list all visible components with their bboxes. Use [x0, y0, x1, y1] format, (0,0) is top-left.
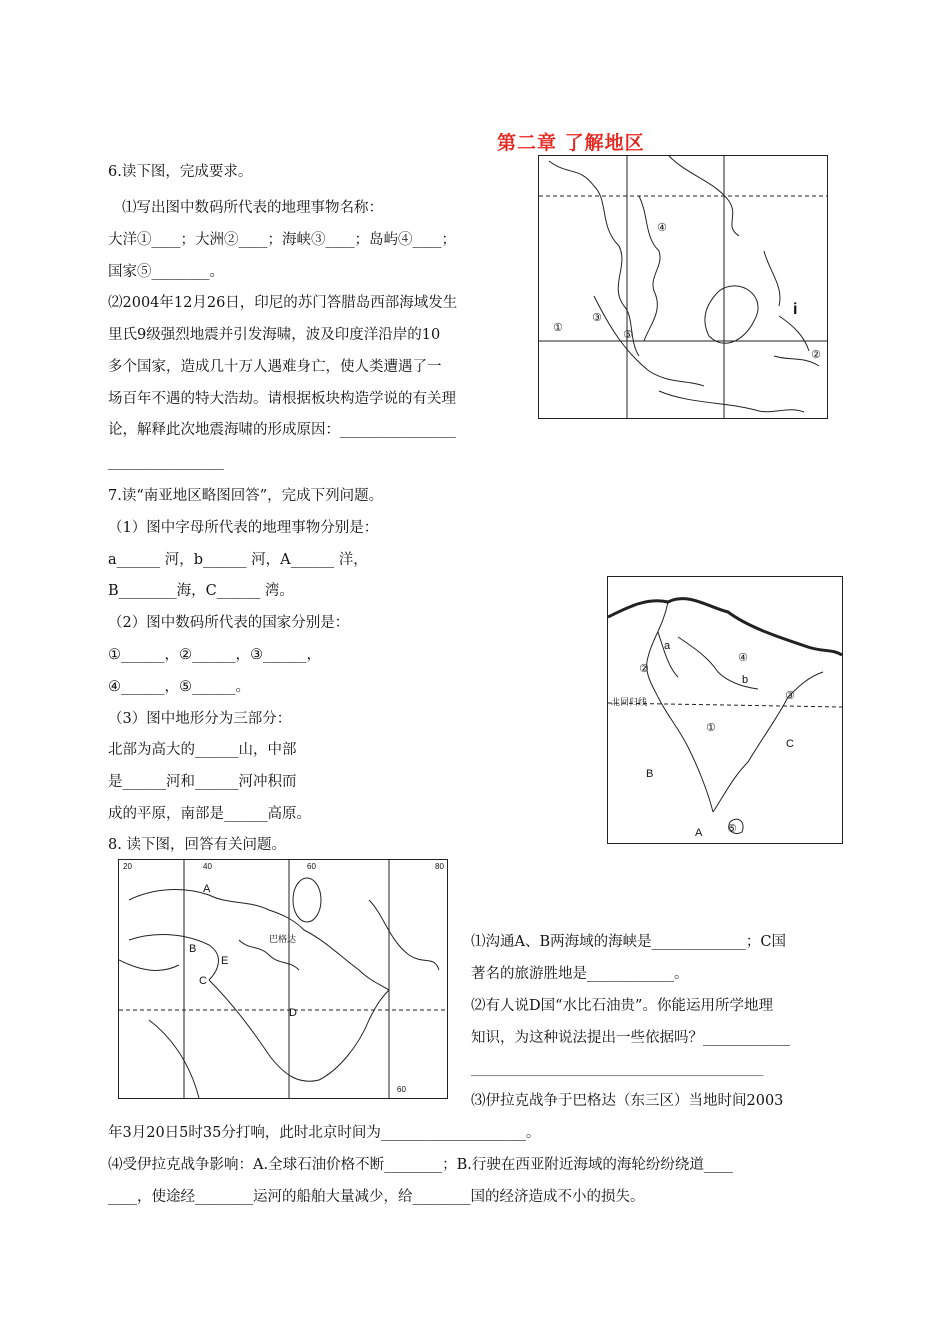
map2-label: ② [639, 663, 649, 675]
map1-label: ③ [592, 312, 602, 324]
q7-line: ④______，⑤______。 [108, 679, 250, 695]
q7-line: （2）图中数码所代表的国家分别是： [108, 615, 350, 631]
map1-label: ② [811, 349, 821, 361]
q6-line: 大洋①____；大洲②____；海峡③____；岛屿④____； [108, 232, 456, 248]
q8-line: 年3月20日5时35分打响，此时北京时间为____________________。 [108, 1125, 541, 1141]
q8-heading: 8. 读下图，回答有关问题。 [108, 837, 286, 853]
q7-line: a______ 河，b______ 河，A______ 洋， [108, 552, 368, 568]
q6-line: ⑵2004年12月26日，印尼的苏门答腊岛西部海域发生 [108, 295, 458, 311]
q7-line: 成的平原，南部是______高原。 [108, 806, 311, 822]
q7-line: （1）图中字母所代表的地理事物分别是： [108, 520, 379, 536]
q7-line: （3）图中地形分为三部分： [108, 711, 292, 727]
map3-label: E [221, 955, 229, 967]
q6-line: 场百年不遇的特大浩劫。请根据板块构造学说的有关理 [108, 391, 456, 407]
q6-line: 国家⑤________。 [108, 264, 224, 280]
q8-line: _____________________________________________ [471, 1062, 764, 1077]
map2-label: A [695, 827, 703, 839]
map2-label: ③ [785, 690, 795, 702]
map3-label: D [289, 1007, 297, 1019]
south-asia-map [607, 576, 843, 844]
q8-line: 知识，为这种说法提出一些依据吗？____________ [471, 1030, 790, 1046]
map2-label: C [786, 738, 794, 750]
q7-line: 北部为高大的______山，中部 [108, 742, 297, 758]
map1-label: i [793, 301, 798, 318]
map3-label: 巴格达 [269, 934, 297, 944]
q6-line: 论，解释此次地震海啸的形成原因：________________ [108, 422, 456, 438]
map2-label: ① [706, 722, 716, 734]
map2-label: ⑤ [727, 823, 737, 835]
map3-label: 40 [203, 862, 212, 871]
q7-line: 是______河和______河冲积而 [108, 774, 297, 790]
map2-label: b [742, 674, 749, 686]
q8-line: ____，使途经________运河的船舶大量减少，给________国的经济造成不小的损失。 [108, 1189, 645, 1205]
q6-line: 多个国家，造成几十万人遇难身亡，使人类遭遇了一 [108, 359, 442, 375]
map3-label: 80 [435, 862, 444, 871]
q7-line: B________海，C______ 湾。 [108, 583, 294, 599]
map3-label: B [189, 943, 197, 955]
q8-line: ⑷受伊拉克战争影响：A.全球石油价格不断________；B.行驶在西亚附近海域的海轮纷纷绕道____ [108, 1157, 733, 1173]
q7-line: ①______，②______，③______， [108, 647, 321, 663]
map1-label: ① [553, 322, 563, 334]
west-asia-map [118, 859, 448, 1099]
q7-heading: 7.读“南亚地区略图回答”，完成下列问题。 [108, 488, 384, 504]
south-asia-map-drawing [608, 577, 842, 843]
q6-line: ________________ [108, 454, 224, 470]
page-title: 第二章 了解地区 [497, 132, 645, 154]
map2-label: a [664, 640, 671, 652]
map3-label: A [203, 883, 211, 895]
southeast-asia-map [538, 155, 828, 419]
map2-label: B [646, 768, 654, 780]
map3-label: 60 [307, 862, 316, 871]
west-asia-map-drawing [119, 860, 447, 1098]
q6-heading: 6.读下图，完成要求。 [108, 164, 253, 180]
q8-line: ⑵有人说D国“水比石油贵”。你能运用所学地理 [471, 998, 773, 1014]
map1-label: ④ [657, 222, 667, 234]
map3-label: 20 [123, 862, 132, 871]
southeast-asia-map-drawing [539, 156, 827, 418]
map3-label: 60 [397, 1085, 406, 1094]
q8-line: ⑶伊拉克战争于巴格达（东三区）当地时间2003 [471, 1093, 784, 1109]
q8-line: 著名的旅游胜地是____________。 [471, 966, 689, 982]
map2-label: ④ [738, 652, 748, 664]
q8-line: ⑴沟通A、B两海域的海峡是_____________；C国 [471, 934, 786, 950]
map1-label: ⑤ [623, 329, 633, 341]
map2-label: 北回归线 [611, 697, 648, 707]
q6-line: 里氏9级强烈地震并引发海啸，波及印度洋沿岸的10 [108, 327, 441, 343]
q6-line: ⑴写出图中数码所代表的地理事物名称： [122, 200, 383, 216]
map3-label: C [199, 975, 207, 987]
